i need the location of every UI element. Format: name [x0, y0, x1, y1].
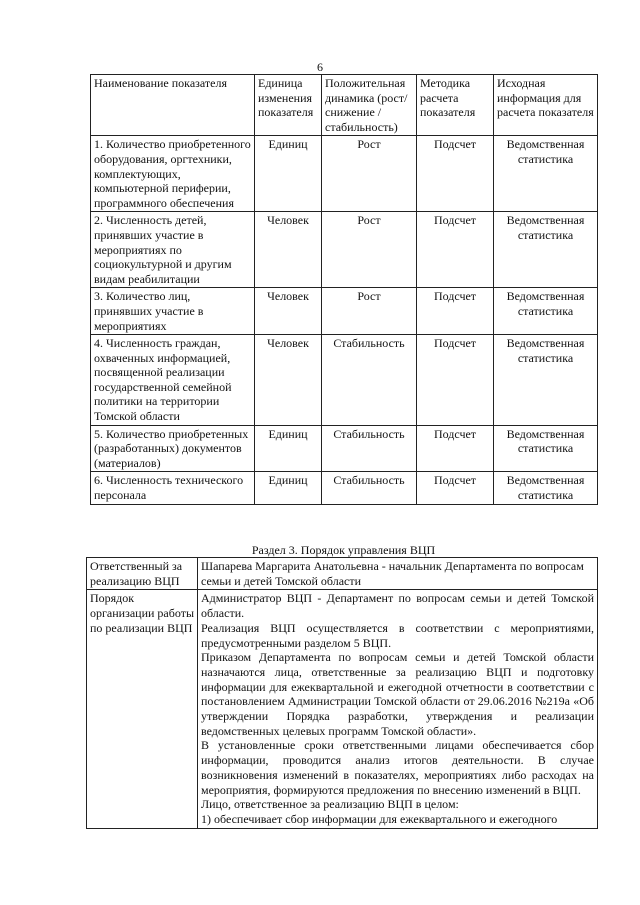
indicator-name: 4. Численность граждан, охваченных информацией, посвященной реализации государственной семейной политики на территории Томской области — [91, 335, 255, 426]
indicator-dynamics: Рост — [322, 212, 417, 288]
header-unit: Единица изменения показателя — [255, 75, 322, 136]
procedure-text — [198, 590, 598, 828]
indicator-name: 2. Численность детей, принявших участие в мероприятиях по социокультурной и другим видам реабилитации — [91, 212, 255, 288]
indicator-method: Подсчет — [417, 335, 494, 426]
responsible-label: Ответственный за реализацию ВЦП — [87, 558, 198, 590]
management-table — [86, 557, 598, 829]
indicator-dynamics: Рост — [322, 288, 417, 335]
indicator-source: Ведомственная статистика — [494, 335, 598, 426]
indicators-table — [90, 74, 598, 505]
indicator-source: Ведомственная статистика — [494, 288, 598, 335]
header-method: Методика расчета показателя — [417, 75, 494, 136]
indicator-dynamics: Стабильность — [322, 425, 417, 472]
page-number: 6 — [317, 60, 323, 74]
indicator-unit: Единиц — [255, 472, 322, 504]
procedure-paragraph: Администратор ВЦП - Департамент по вопросам семьи и детей Томской области. — [201, 591, 594, 621]
indicator-method: Подсчет — [417, 472, 494, 504]
indicator-method: Подсчет — [417, 288, 494, 335]
indicator-dynamics: Рост — [322, 136, 417, 212]
table-row — [91, 136, 598, 212]
indicator-name: 6. Численность технического персонала — [91, 472, 255, 504]
table-row — [87, 590, 598, 828]
procedure-paragraph: Реализация ВЦП осуществляется в соответствии с мероприятиями, предусмотренными разделом 5 ВЦП. — [201, 620, 594, 650]
indicator-name: 5. Количество приобретенных (разработанных) документов (материалов) — [91, 425, 255, 472]
procedure-label: Порядок организации работы по реализации ВЦП — [87, 590, 198, 828]
table-row — [91, 335, 598, 426]
table-row — [87, 558, 598, 590]
indicator-name: 3. Количество лиц, принявших участие в мероприятиях — [91, 288, 255, 335]
responsible-value: Шапарева Маргарита Анатольевна - начальник Департамента по вопросам семьи и детей Томской области — [198, 558, 598, 590]
indicator-unit: Человек — [255, 212, 322, 288]
indicator-unit: Человек — [255, 335, 322, 426]
procedure-paragraph: Приказом Департамента по вопросам семьи и детей Томской области назначаются лица, ответственные за реализацию ВЦП и подготовку информации для ежеквартальной и ежегодной отчетности в соответствии с постановлением Администрации Томской области от 29.06.2016 №219а «Об утверждении Порядка разработки, утверждения и реализации ведомственных целевых программ Томской области». — [201, 650, 594, 738]
indicator-source: Ведомственная статистика — [494, 472, 598, 504]
procedure-paragraph: 1) обеспечивает сбор информации для ежеквартального и ежегодного — [201, 811, 558, 826]
indicator-unit: Человек — [255, 288, 322, 335]
header-dynamics: Положительная динамика (рост/снижение /стабильность) — [322, 75, 417, 136]
indicator-unit: Единиц — [255, 425, 322, 472]
header-indicator-name: Наименование показателя — [91, 75, 255, 136]
indicator-name: 1. Количество приобретенного оборудования, оргтехники, комплектующих, компьютерной периферии, программного обеспечения — [91, 136, 255, 212]
indicator-method: Подсчет — [417, 425, 494, 472]
indicator-source: Ведомственная статистика — [494, 212, 598, 288]
table-row — [91, 472, 598, 504]
table-row — [91, 288, 598, 335]
indicator-unit: Единиц — [255, 136, 322, 212]
indicator-dynamics: Стабильность — [322, 472, 417, 504]
table-header-row — [91, 75, 598, 136]
indicator-dynamics: Стабильность — [322, 335, 417, 426]
indicator-method: Подсчет — [417, 136, 494, 212]
procedure-paragraph: Лицо, ответственное за реализацию ВЦП в целом: — [201, 797, 459, 812]
indicator-source: Ведомственная статистика — [494, 425, 598, 472]
indicator-source: Ведомственная статистика — [494, 136, 598, 212]
section-title: Раздел 3. Порядок управления ВЦП — [251, 543, 436, 557]
procedure-paragraph: В установленные сроки ответственными лицами обеспечивается сбор информации, проводится анализ итогов деятельности. В случае возникновения изменений в показателях, мероприятиях либо расходах на мероприятия, формируются предложения по внесению изменений в ВЦП. — [201, 738, 594, 797]
header-source: Исходная информация для расчета показателя — [494, 75, 598, 136]
table-row — [91, 425, 598, 472]
indicator-method: Подсчет — [417, 212, 494, 288]
table-row — [91, 212, 598, 288]
